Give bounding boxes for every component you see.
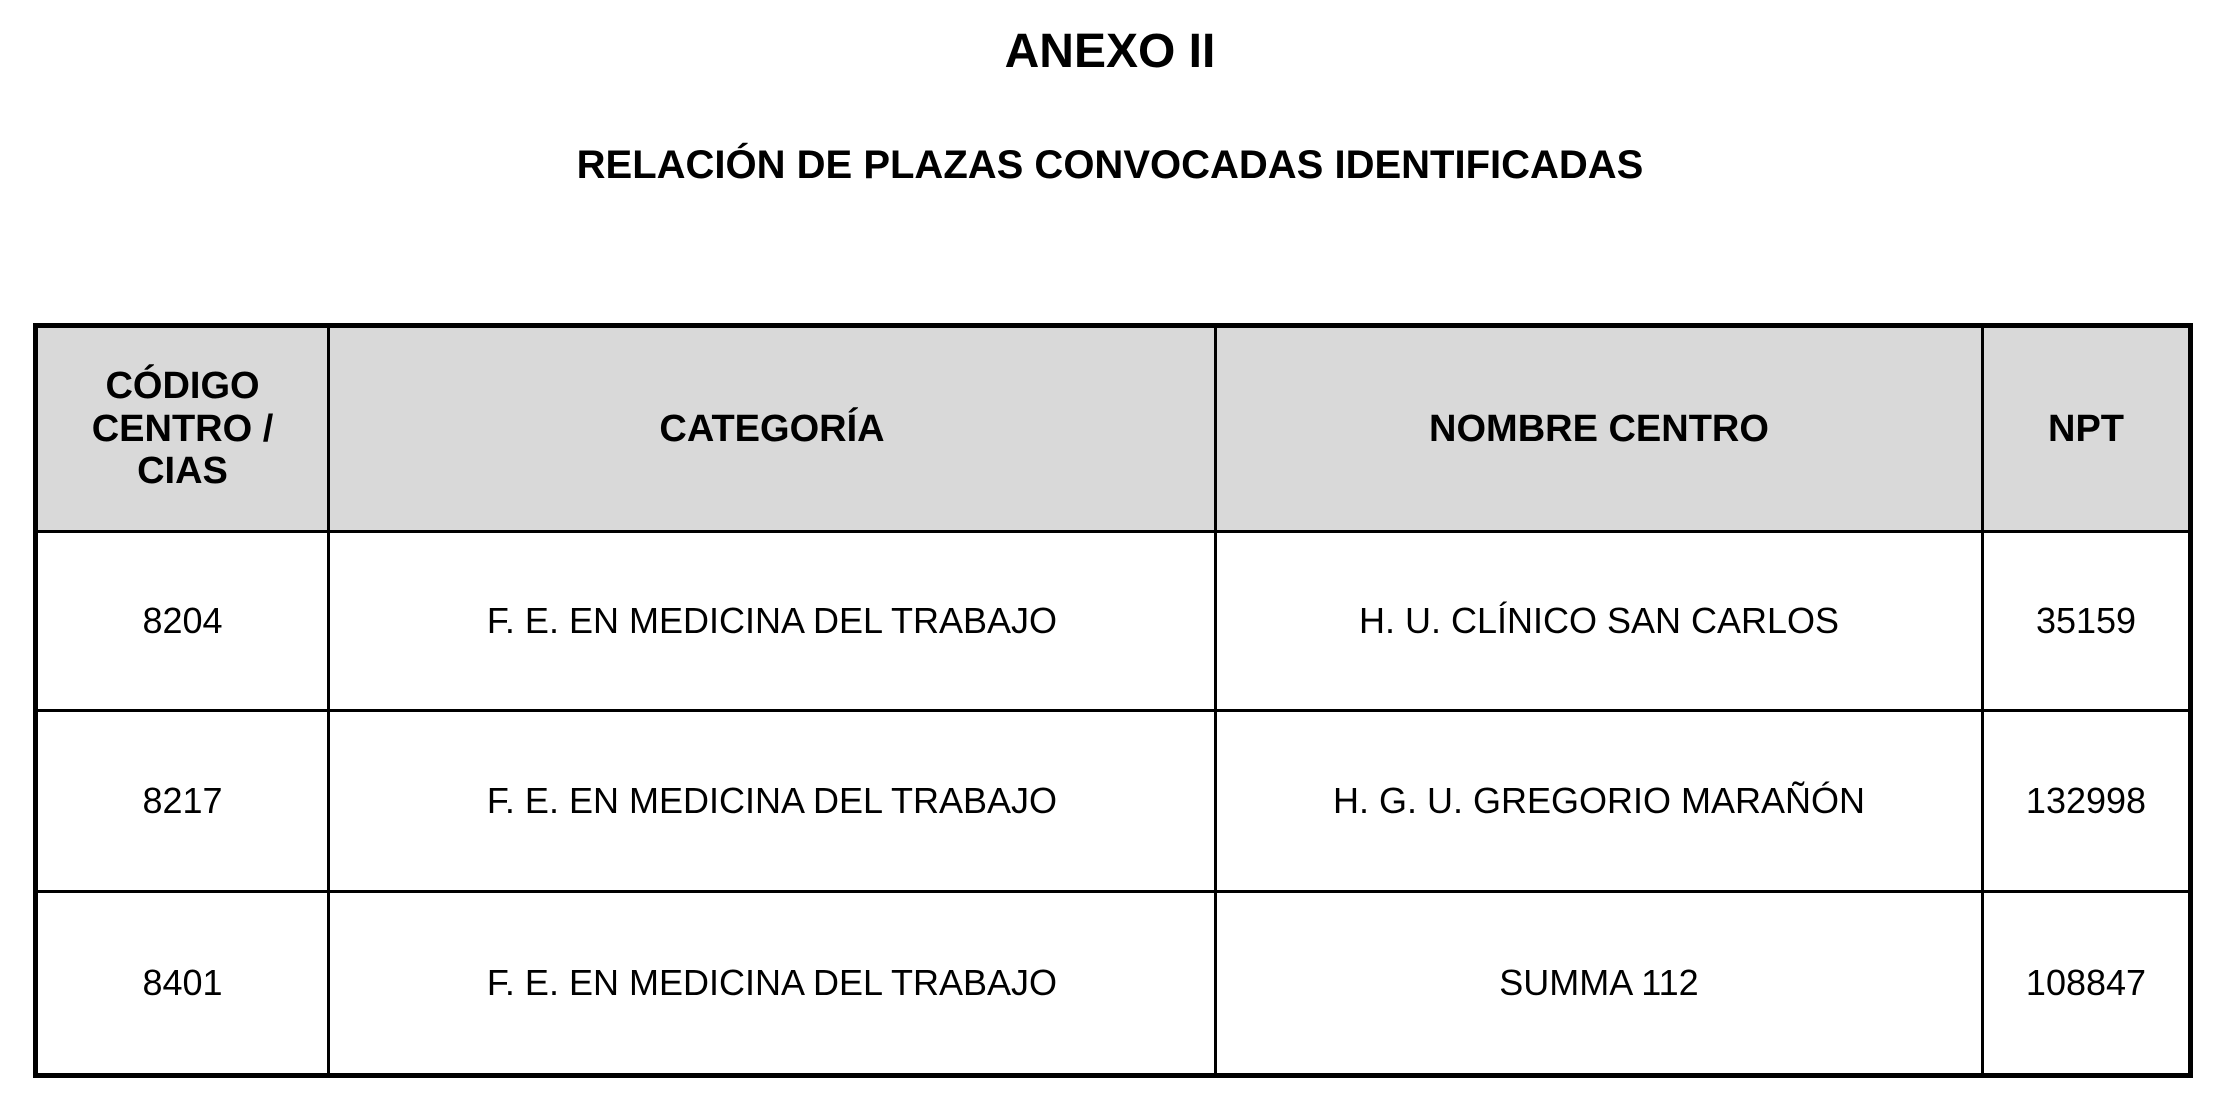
cell-codigo: 8401 (36, 892, 329, 1076)
column-header-categoria: CATEGORÍA (329, 326, 1216, 532)
table-row (36, 892, 2191, 1076)
table-header-row (36, 326, 2191, 532)
cell-categoria: F. E. EN MEDICINA DEL TRABAJO (329, 892, 1216, 1076)
cell-npt: 132998 (1983, 711, 2191, 892)
page-subtitle: RELACIÓN DE PLAZAS CONVOCADAS IDENTIFICADAS (576, 143, 1644, 187)
column-header-nombre-centro: NOMBRE CENTRO (1216, 326, 1983, 532)
column-header-codigo-label: CÓDIGO CENTRO / CIAS (91, 365, 274, 493)
plazas-table (33, 323, 2193, 1078)
cell-categoria: F. E. EN MEDICINA DEL TRABAJO (329, 532, 1216, 711)
table-row (36, 711, 2191, 892)
cell-npt: 35159 (1983, 532, 2191, 711)
cell-nombre: SUMMA 112 (1216, 892, 1983, 1076)
table-body (36, 532, 2191, 1076)
column-header-npt: NPT (1983, 326, 2191, 532)
page-title: ANEXO II (1004, 25, 1216, 78)
cell-codigo: 8217 (36, 711, 329, 892)
cell-codigo: 8204 (36, 532, 329, 711)
cell-nombre: H. G. U. GREGORIO MARAÑÓN (1216, 711, 1983, 892)
cell-categoria: F. E. EN MEDICINA DEL TRABAJO (329, 711, 1216, 892)
cell-npt: 108847 (1983, 892, 2191, 1076)
column-header-codigo-centro-cias (36, 326, 329, 532)
table-row (36, 532, 2191, 711)
cell-nombre: H. U. CLÍNICO SAN CARLOS (1216, 532, 1983, 711)
